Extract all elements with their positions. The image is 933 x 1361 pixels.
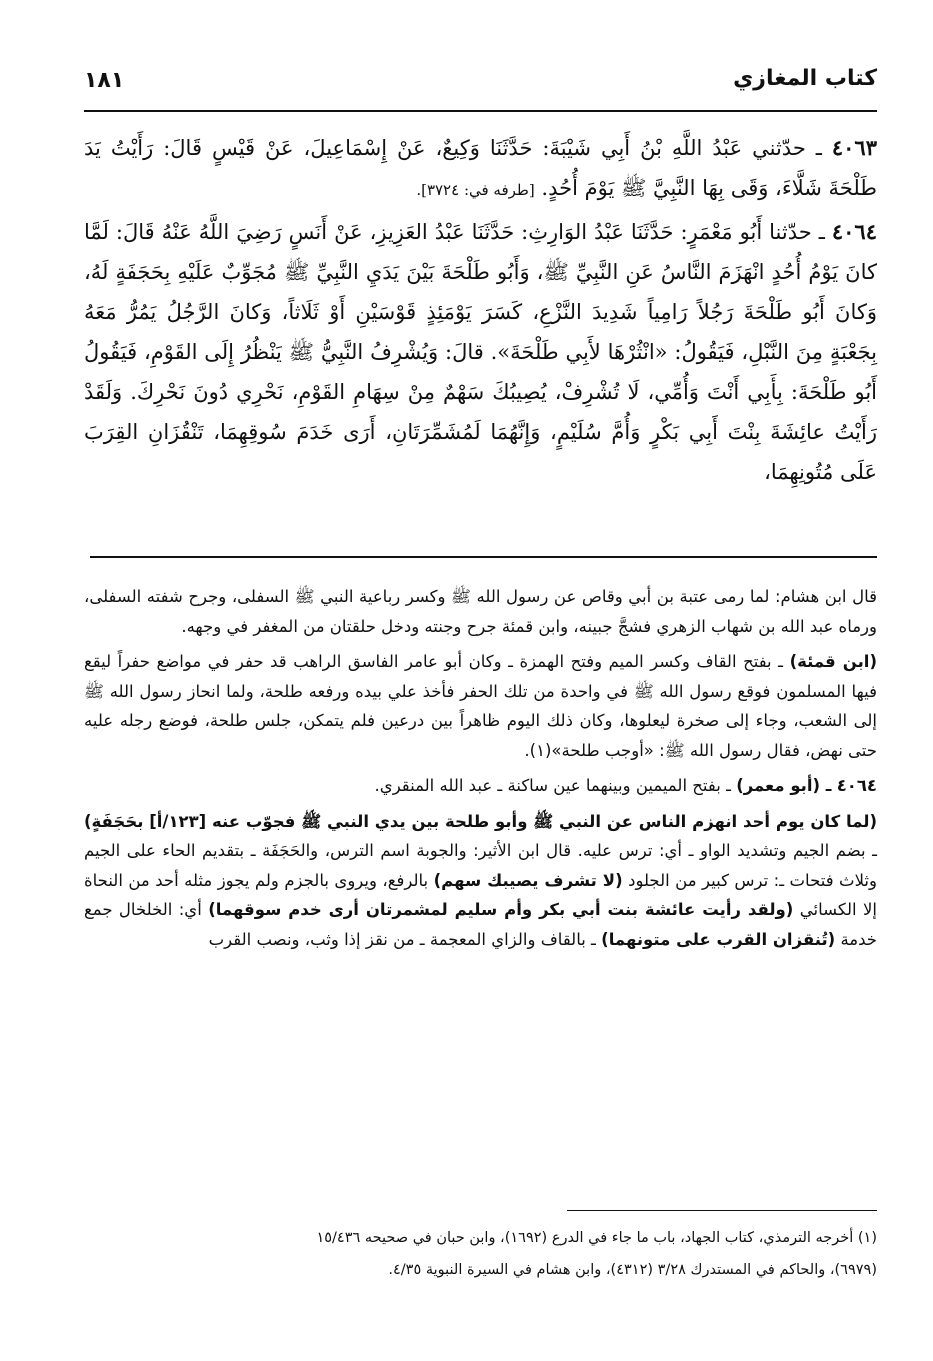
commentary-text: ـ بفتح القاف وكسر الميم وفتح الهمزة ـ وكان أبو عامر الفاسق الراهب قد حفر في مواضع حفراً ليقع فيها المسلمون فوقع رسول الله ﷺ في واحدة من تلك الحفر فأخذ علي بيده ورفعه طلحة، ولما انحاز رسول الله ﷺ إلى الشعب، وجاء إلى صخرة ليعلوها، وكان ذلك اليوم ظاهراً بين درعين فلم يتمكن، جلس طلحة، فوضع رجله عليه حتى نهض، فقال رسول الله ﷺ: «أوجب طلحة»(١).	[84, 652, 877, 760]
commentary-term: (تُنقزان القرب على متونهما)	[601, 929, 836, 949]
commentary-text: بالرفع، ويروى بالجزم ولم يجوز مثله أحد من النحاة إلا الكسائي	[84, 870, 877, 919]
commentary-text: ـ بفتح الميمين وبينهما عين ساكنة ـ عبد الله المنقري.	[374, 776, 731, 795]
commentary-term: ـ (أبو معمر)	[736, 776, 832, 795]
page-number: ١٨١	[84, 68, 125, 93]
commentary	[84, 582, 877, 960]
hadith-number: ٤٠٦٤	[831, 219, 877, 244]
commentary-paragraph	[84, 807, 877, 955]
hadith-body: ـ حدّثنا أَبُو مَعْمَرٍ: حَدَّثَنَا عَبْدُ الوَارِثِ: حَدَّثَنَا عَبْدُ العَزِيزِ، عَنْ أَنَسٍ رَضِيَ اللَّهُ عَنْهُ قَالَ: لَمَّا كانَ يَوْمُ أُحُدٍ انْهَزَمَ النَّاسُ عَنِ النَّبِيِّ ﷺ، وَأَبُو طَلْحَةَ بَيْنَ يَدَيِ النَّبِيِّ ﷺ مُجَوِّبٌ عَلَيْهِ بِحَجَفَةٍ لَهُ، وَكانَ أَبُو طَلْحَةَ رَجُلاً رَامِياً شَدِيدَ النَّزْعِ، كَسَرَ يَوْمَئِذٍ قَوْسَيْنِ أَوْ ثَلَاثاً، وَكانَ الرَّجُلُ يَمُرُّ مَعَهُ بِجَعْبَةٍ مِنَ النَّبْلِ، فَيَقُولُ: «انْثُرْهَا لأَبِي طَلْحَةَ». قالَ: وَيُشْرِفُ النَّبِيُّ ﷺ يَنْظُرُ إِلَى القَوْمِ، فَيَقُولُ أَبُو طَلْحَةَ: بِأَبِي أَنْتَ وَأُمِّي، لَا تُشْرِفْ، يُصِيبُكَ سَهْمٌ مِنْ سِهَامِ القَوْمِ، نَحْرِي دُونَ نَحْرِكَ. وَلَقَدْ رَأَيْتُ عائِشَةَ بِنْتَ أَبِي بَكْرٍ وَأُمَّ سُلَيْمٍ، وَإِنَّهُمَا لَمُشَمِّرَتَانِ، أَرَى خَدَمَ سُوقِهِمَا، تَنْقُزَانِ القِرَبَ عَلَى مُتُونِهِمَا،	[84, 220, 877, 484]
hadith-number: ٤٠٦٤	[836, 776, 877, 795]
commentary-paragraph	[84, 771, 877, 801]
page-header	[84, 60, 877, 112]
footnote-line: (٦٩٧٩)، والحاكم في المستدرك ٣/٢٨ (٤٣١٢)، وابن هشام في السيرة النبوية ٤/٣٥.	[388, 1262, 877, 1278]
hadith-4063	[84, 128, 877, 210]
hadith-4064	[84, 212, 877, 492]
commentary-text: ـ بضم الجيم وتشديد الواو ـ أي: ترس عليه. قال ابن الأثير: والجوبة اسم الترس، والحَجَفَة ـ بتقديم الحاء على الجيم وثلاث فتحات ـ: ترس كبير من الجلود	[84, 841, 877, 890]
hadith-number: ٤٠٦٣	[831, 135, 877, 160]
footnote-divider	[567, 1210, 877, 1211]
hadith-text	[84, 128, 877, 494]
commentary-term: (لما كان يوم أحد انهزم الناس عن النبي ﷺ وأبو طلحة بين يدي النبي ﷺ فجوّب عنه [١٢٣/أ] بحَجَفَةٍ)	[84, 811, 877, 831]
text-divider	[90, 556, 877, 558]
commentary-term: (ابن قمئة)	[789, 652, 878, 671]
commentary-term: (لا تشرف يصيبك سهم)	[433, 870, 623, 890]
commentary-paragraph	[84, 647, 877, 765]
footnotes	[84, 1222, 877, 1286]
commentary-text: ـ بالقاف والزاي المعجمة ـ من نقز إذا وثب، ونصب القرب	[208, 929, 596, 949]
footnote-line: (١) أخرجه الترمذي، كتاب الجهاد، باب ما جاء في الدرع (١٦٩٢)، وابن حبان في صحيحه ١٥/٤٣٦	[316, 1230, 877, 1246]
commentary-term: (ولقد رأيت عائشة بنت أبي بكر وأم سليم لمشمرتان أرى خدم سوقهما)	[208, 900, 794, 919]
page-title: كتاب المغازي	[733, 66, 877, 91]
commentary-paragraph: قال ابن هشام: لما رمى عتبة بن أبي وقاص عن رسول الله ﷺ وكسر رباعية النبي ﷺ السفلى، وجرح شفته السفلى، ورماه عبد الله بن شهاب الزهري فشجَّ جبينه، وابن قمئة جرح وجنته ودخل حلقتان من المغفر في وجهه.	[84, 587, 877, 636]
commentary-text: أي: الخلخال جمع خدمة	[84, 900, 877, 949]
cross-reference: [طرفه في: ٣٧٢٤].	[416, 181, 535, 199]
hadith-body: ـ حدّثني عَبْدُ اللَّهِ بْنُ أَبِي شَيْبَةَ: حَدَّثَنَا وَكِيعٌ، عَنْ إِسْمَاعِيلَ، عَنْ قَيْسٍ قَالَ: رَأَيْتُ يَدَ طَلْحَةَ شَلَّاءَ، وَقَى بِهَا النَّبِيَّ ﷺ يَوْمَ أُحُدٍ.	[84, 136, 877, 200]
